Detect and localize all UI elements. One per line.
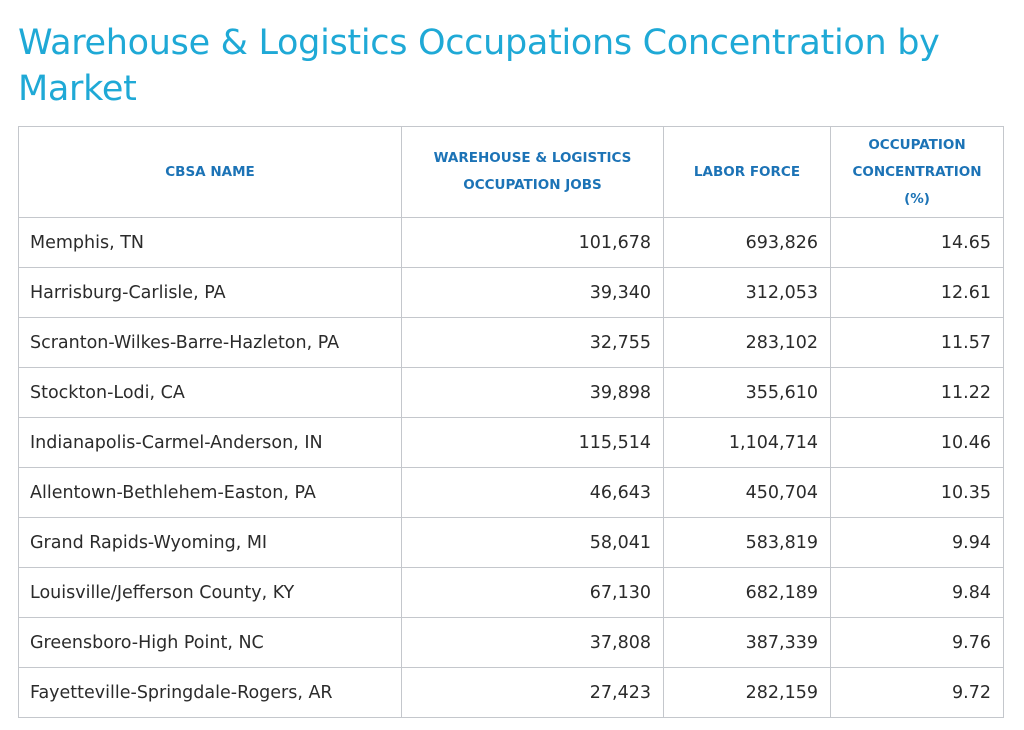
column-header-occupation-concentration: OCCUPATION CONCENTRATION (%) xyxy=(831,127,1004,218)
labor-force-cell: 355,610 xyxy=(664,368,831,418)
concentration-cell: 14.65 xyxy=(831,218,1004,268)
cbsa-name-cell: Grand Rapids-Wyoming, MI xyxy=(19,518,402,568)
occupation-jobs-cell: 32,755 xyxy=(402,318,664,368)
table-row xyxy=(19,268,1004,318)
concentration-cell: 11.22 xyxy=(831,368,1004,418)
cbsa-name-cell: Fayetteville-Springdale-Rogers, AR xyxy=(19,668,402,718)
occupation-jobs-cell: 39,898 xyxy=(402,368,664,418)
occupation-jobs-cell: 46,643 xyxy=(402,468,664,518)
cbsa-name-cell: Greensboro-High Point, NC xyxy=(19,618,402,668)
occupation-jobs-cell: 39,340 xyxy=(402,268,664,318)
concentration-cell: 10.46 xyxy=(831,418,1004,468)
column-header-labor-force: LABOR FORCE xyxy=(664,127,831,218)
cbsa-name-cell: Scranton-Wilkes-Barre-Hazleton, PA xyxy=(19,318,402,368)
concentration-cell: 9.76 xyxy=(831,618,1004,668)
concentration-cell: 9.72 xyxy=(831,668,1004,718)
header-row xyxy=(19,127,1004,218)
labor-force-cell: 583,819 xyxy=(664,518,831,568)
labor-force-cell: 1,104,714 xyxy=(664,418,831,468)
occupation-jobs-cell: 27,423 xyxy=(402,668,664,718)
table-row xyxy=(19,668,1004,718)
table-row xyxy=(19,518,1004,568)
table-row xyxy=(19,318,1004,368)
column-header-occupation-jobs: WAREHOUSE & LOGISTICS OCCUPATION JOBS xyxy=(402,127,664,218)
concentration-cell: 9.94 xyxy=(831,518,1004,568)
concentration-cell: 11.57 xyxy=(831,318,1004,368)
table-body xyxy=(19,218,1004,718)
concentration-cell: 9.84 xyxy=(831,568,1004,618)
labor-force-cell: 312,053 xyxy=(664,268,831,318)
cbsa-name-cell: Harrisburg-Carlisle, PA xyxy=(19,268,402,318)
labor-force-cell: 283,102 xyxy=(664,318,831,368)
cbsa-name-cell: Louisville/Jefferson County, KY xyxy=(19,568,402,618)
page-title: Warehouse & Logistics Occupations Concentration by Market xyxy=(18,23,940,109)
cbsa-name-cell: Memphis, TN xyxy=(19,218,402,268)
cbsa-name-cell: Indianapolis-Carmel-Anderson, IN xyxy=(19,418,402,468)
concentration-cell: 12.61 xyxy=(831,268,1004,318)
occupation-jobs-cell: 115,514 xyxy=(402,418,664,468)
table-row xyxy=(19,218,1004,268)
labor-force-cell: 282,159 xyxy=(664,668,831,718)
concentration-cell: 10.35 xyxy=(831,468,1004,518)
cbsa-name-cell: Stockton-Lodi, CA xyxy=(19,368,402,418)
occupation-jobs-cell: 37,808 xyxy=(402,618,664,668)
labor-force-cell: 450,704 xyxy=(664,468,831,518)
table-header xyxy=(19,127,1004,218)
column-header-cbsa-name: CBSA NAME xyxy=(19,127,402,218)
table-row xyxy=(19,468,1004,518)
table-row xyxy=(19,618,1004,668)
occupation-jobs-cell: 101,678 xyxy=(402,218,664,268)
occupation-concentration-table xyxy=(18,126,1004,718)
occupation-jobs-cell: 58,041 xyxy=(402,518,664,568)
labor-force-cell: 682,189 xyxy=(664,568,831,618)
labor-force-cell: 387,339 xyxy=(664,618,831,668)
table-row xyxy=(19,418,1004,468)
labor-force-cell: 693,826 xyxy=(664,218,831,268)
table-row xyxy=(19,368,1004,418)
occupation-jobs-cell: 67,130 xyxy=(402,568,664,618)
cbsa-name-cell: Allentown-Bethlehem-Easton, PA xyxy=(19,468,402,518)
table-row xyxy=(19,568,1004,618)
